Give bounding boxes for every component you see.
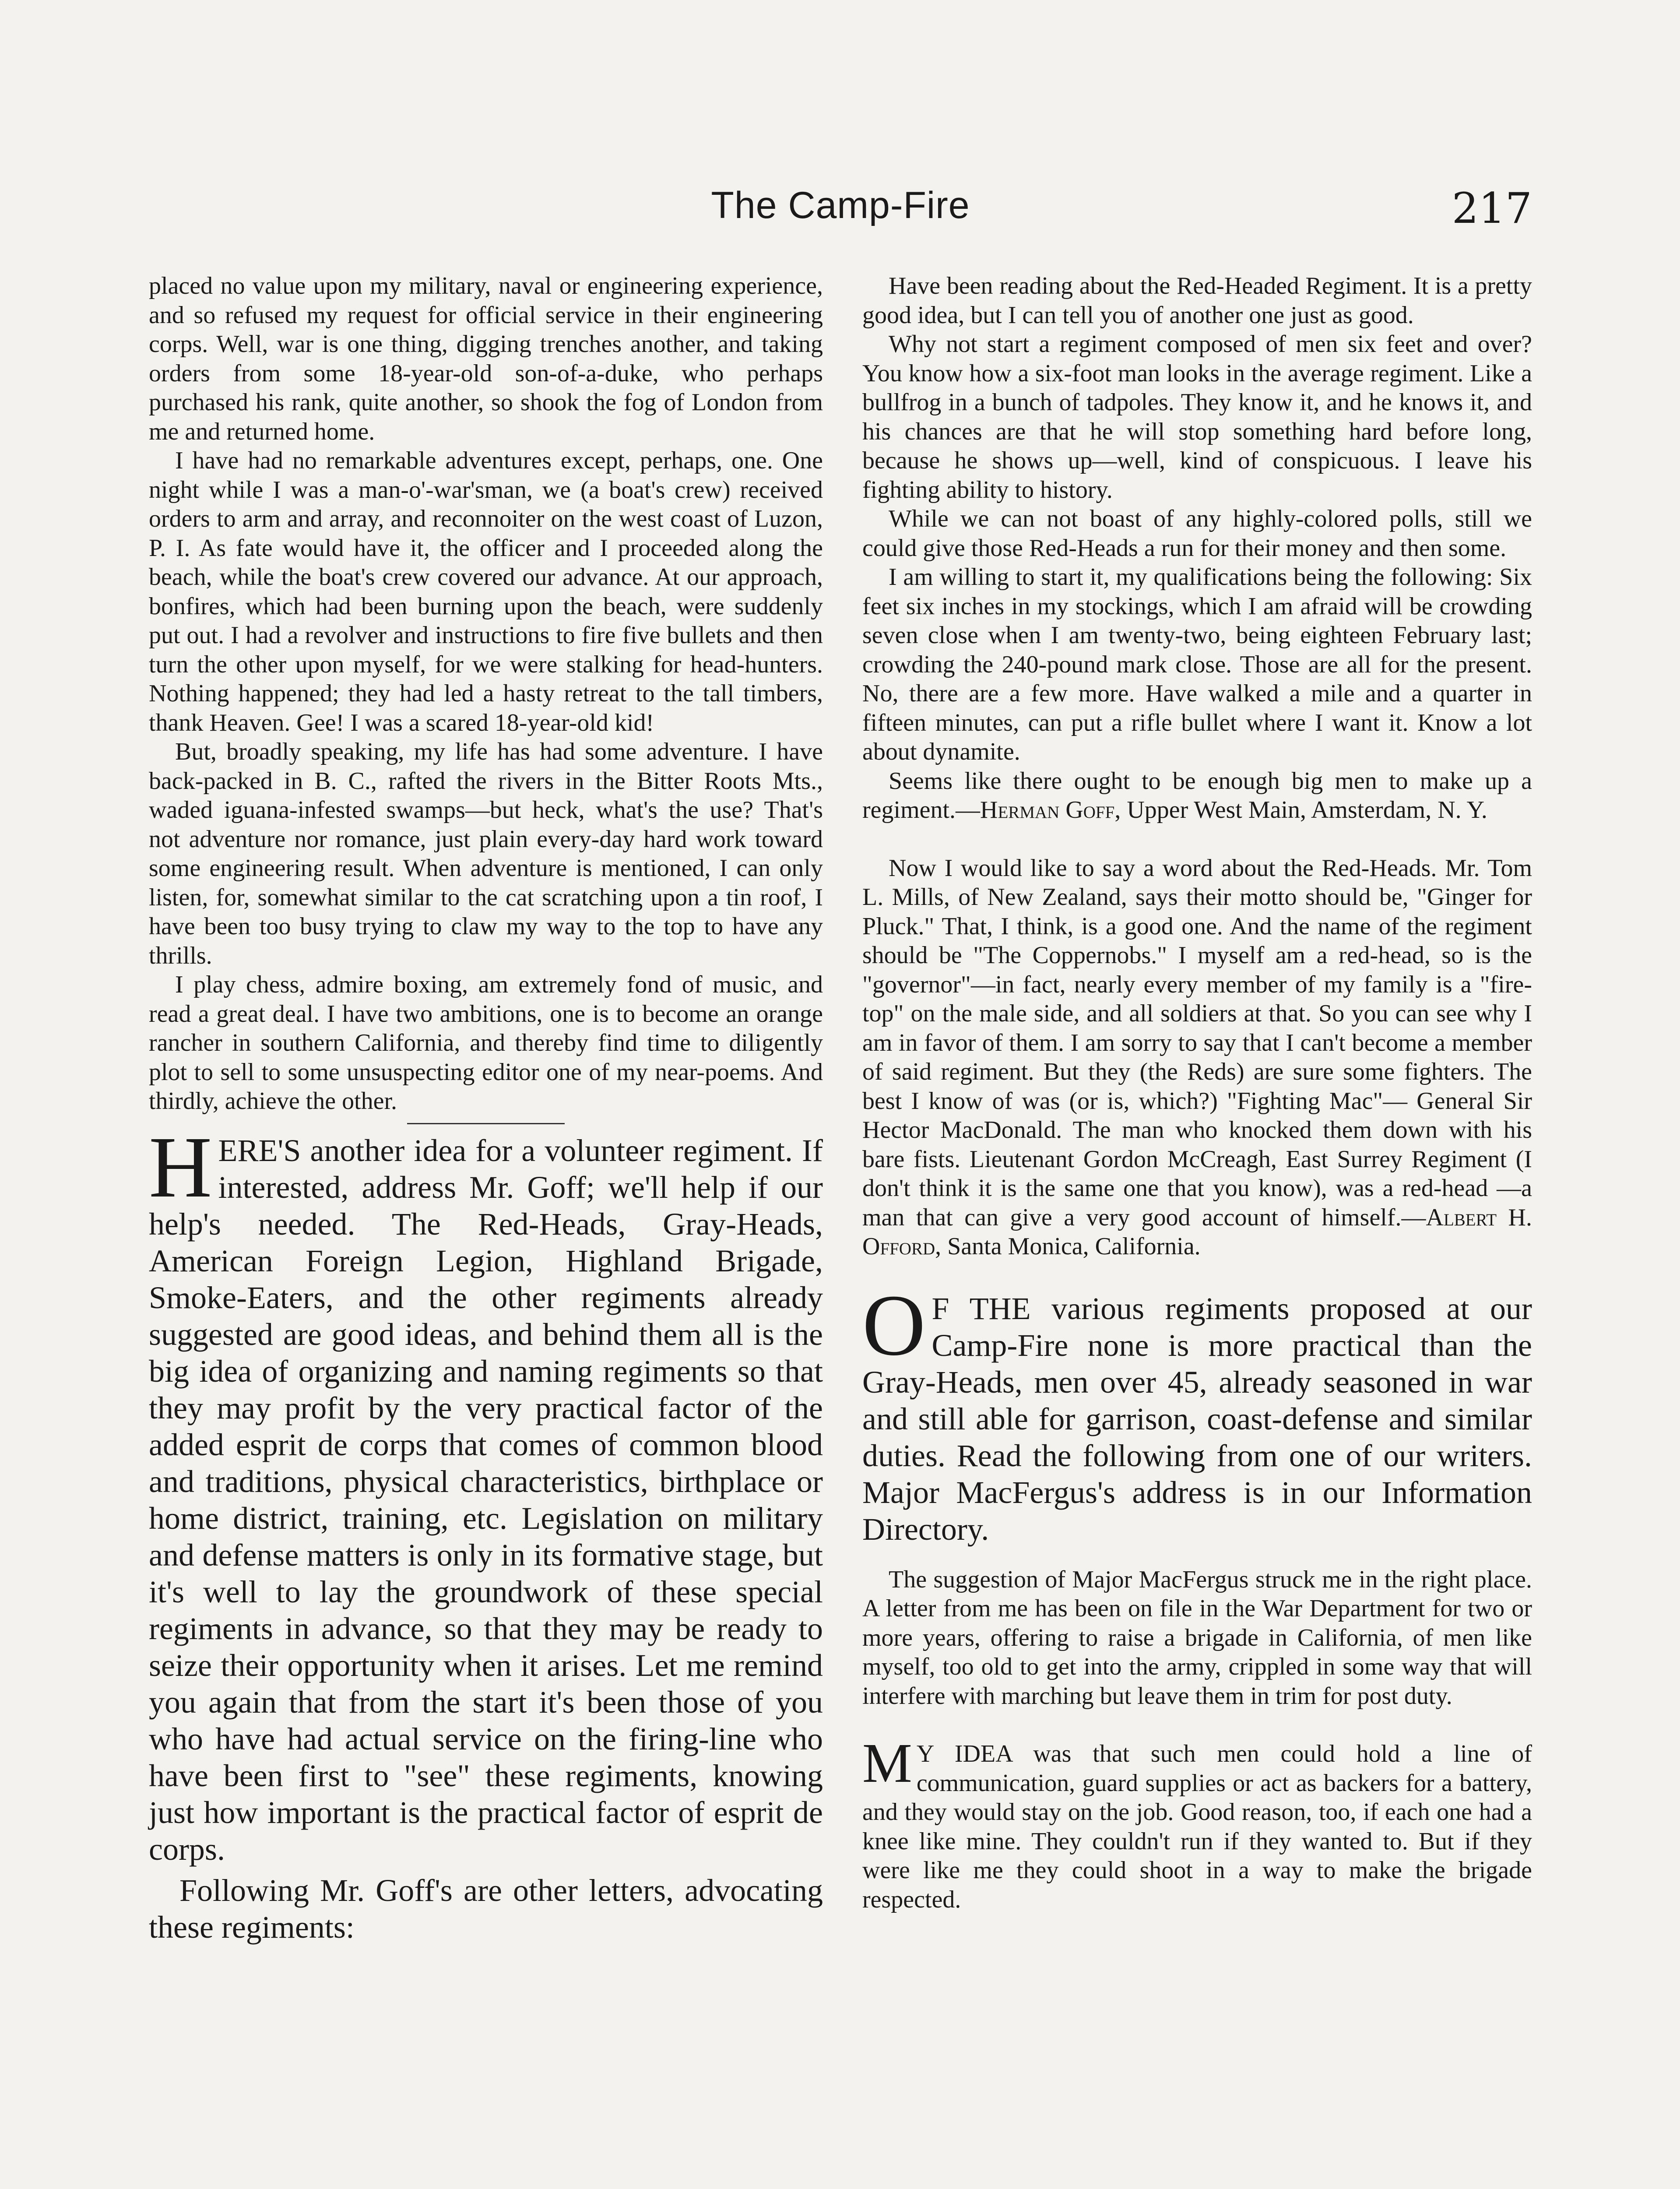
letter-text: Y IDEA was that such men could hold a line of communication, guard supplies or act as backers for a battery, and they would stay on the job. Good reason, too, if each one had a knee like mine. They couldn't run if they wanted to. But if they were like me they could shoot in a way to make the brigade respected. <box>862 1740 1532 1913</box>
drop-cap: H <box>149 1119 212 1216</box>
letter-paragraph <box>862 1732 1532 1914</box>
letter-paragraph: I play chess, admire boxing, am extremely fond of music, and read a great deal. I have two ambitions, one is to become an orange rancher in southern California, and thereby find time to diligently plot to sell to some unsuspecting editor one of my near-poems. And thirdly, achieve the other. <box>149 971 823 1115</box>
editorial-text: ERE'S another idea for a volunteer regiment. If interested, address Mr. Goff; we'll help if our help's needed. The Red-Heads, Gray-Heads, American Foreign Legion, Highland Brigade, Smoke-Eaters, and the other regiments already suggested are good ideas, and behind them all is the big idea of organizing and naming regiments so that they may profit by the very practical factor of the added esprit de corps that comes of common blood and traditions, physical characteristics, birthplace or home district, training, etc. Legislation on military and defense matters is only in its formative stage, but it's well to lay the groundwork of these special regiments in advance, so that they may be ready to seize their opportunity when it arises. Let me remind you again that from the start it's been those of you who have had actual service on the firing-line who have been first to "see" these regiments, knowing just how important is the practical factor of esprit de corps. <box>149 1133 823 1867</box>
page-header <box>149 184 1532 236</box>
letter-signature: Herman Goff <box>980 796 1115 824</box>
left-column <box>149 271 823 1946</box>
letter-paragraph: The suggestion of Major MacFergus struck me in the right place. A letter from me has been on file in the War Department for two or more years, offering to raise a brigade in California, of men like myself, too old to get into the army, crippled in some way that will interfere with marching but leave them in trim for post duty. <box>862 1566 1532 1710</box>
letter-text: Now I would like to say a word about the Red-Heads. Mr. Tom L. Mills, of New Zealand, says their motto should be, "Ginger for Pluck." That, I think, is a good one. And the name of the regiment should be "The Coppernobs." I myself am a red-head, so is the "governor"—in fact, nearly every member of my family is a "fire-top" on the male side, and all soldiers at that. So you can see why I am in favor of them. I am sorry to say that I can't become a member of said regiment. But they (the Reds) are sure some fighters. The best I know of was (or is, which?) "Fighting Mac"— General Sir Hector MacDonald. The man who knocked them down with his bare fists. Lieutenant Gordon McCreagh, East Surrey Regiment (I don't think it is the same one that you know), was a red-head —a man that can give a very good account of himself.— <box>862 854 1532 1231</box>
right-column <box>862 271 1532 1914</box>
editorial-paragraph <box>149 1119 823 1868</box>
section-gap <box>862 1261 1532 1290</box>
section-gap <box>862 1710 1532 1739</box>
letter-signature: Albert H. Offord <box>862 1204 1532 1260</box>
editorial-text: F THE various regiments proposed at our Camp-Fire none is more practical than the Gray-Heads, men over 45, already seasoned in war and still able for garrison, coast-defense and similar duties. Read the following from one of our writers. Major MacFergus's address is in our Information Directory. <box>862 1291 1532 1547</box>
letter-paragraph: placed no value upon my military, naval or engineering experience, and so refused my request for official service in their engineering corps. Well, war is one thing, digging trenches another, and taking orders from some 18-year-old son-of-a-duke, who perhaps purchased his rank, quite another, so shook the fog of London from me and returned home. <box>149 272 823 445</box>
letter-text: Seems like there ought to be enough big men to make up a regiment.— <box>862 767 1532 824</box>
editorial-paragraph <box>862 1277 1532 1548</box>
drop-cap: M <box>862 1732 912 1794</box>
letter-paragraph: While we can not boast of any highly-colored polls, still we could give those Red-Heads a run for their money and then some. <box>862 505 1532 562</box>
letter-paragraph <box>862 854 1532 1261</box>
letter-gap <box>862 825 1532 854</box>
letter-location: , Santa Monica, California. <box>935 1233 1201 1260</box>
letter-paragraph: Have been reading about the Red-Headed Regiment. It is a pretty good idea, but I can tell you of another one just as good. <box>862 272 1532 329</box>
drop-cap: O <box>862 1277 926 1374</box>
letter-paragraph: Why not start a regiment composed of men six feet and over? You know how a six-foot man looks in the average regiment. Like a bullfrog in a bunch of tadpoles. They know it, and he knows it, and his chances are that he will stop something hard before long, because he shows up—well, kind of conspicuous. I leave his fighting ability to history. <box>862 331 1532 503</box>
editorial-paragraph: Following Mr. Goff's are other letters, advocating these regiments: <box>149 1872 823 1945</box>
section-gap <box>862 1548 1532 1565</box>
section-divider <box>407 1123 565 1124</box>
running-head: The Camp-Fire <box>711 184 970 226</box>
letter-paragraph: But, broadly speaking, my life has had some adventure. I have back-packed in B. C., rafted the rivers in the Bitter Roots Mts., waded iguana-infested swamps—but heck, what's the use? That's not adventure nor romance, just plain every-day hard work toward some engineering result. When adventure is mentioned, I can only listen, for, somewhat similar to the cat scratching upon a tin roof, I have been too busy trying to claw my way to the top to have any thrills. <box>149 738 823 969</box>
letter-location: , Upper West Main, Amsterdam, N. Y. <box>1114 796 1487 824</box>
letter-paragraph: I am willing to start it, my qualifications being the following: Six feet six inches in my stockings, which I am afraid will be crowding seven close when I am twenty-two, being eighteen February last; crowding the 240-pound mark close. Those are all for the present. No, there are a few more. Have walked a mile and a quarter in fifteen minutes, can put a rifle bullet where I want it. Know a lot about dynamite. <box>862 563 1532 765</box>
letter-paragraph <box>862 767 1532 825</box>
letter-paragraph: I have had no remarkable adventures except, perhaps, one. One night while I was a man-o'-war'sman, we (a boat's crew) received orders to arm and array, and reconnoiter on the west coast of Luzon, P. I. As fate would have it, the officer and I proceeded along the beach, while the boat's crew covered our advance. At our approach, bonfires, which had been burning upon the beach, were suddenly put out. I had a revolver and instructions to fire five bullets and then turn the other upon myself, for we were stalking for head-hunters. Nothing happened; they had led a hasty retreat to the tall timbers, thank Heaven. Gee! I was a scared 18-year-old kid! <box>149 447 823 736</box>
page-number: 217 <box>1452 184 1532 233</box>
